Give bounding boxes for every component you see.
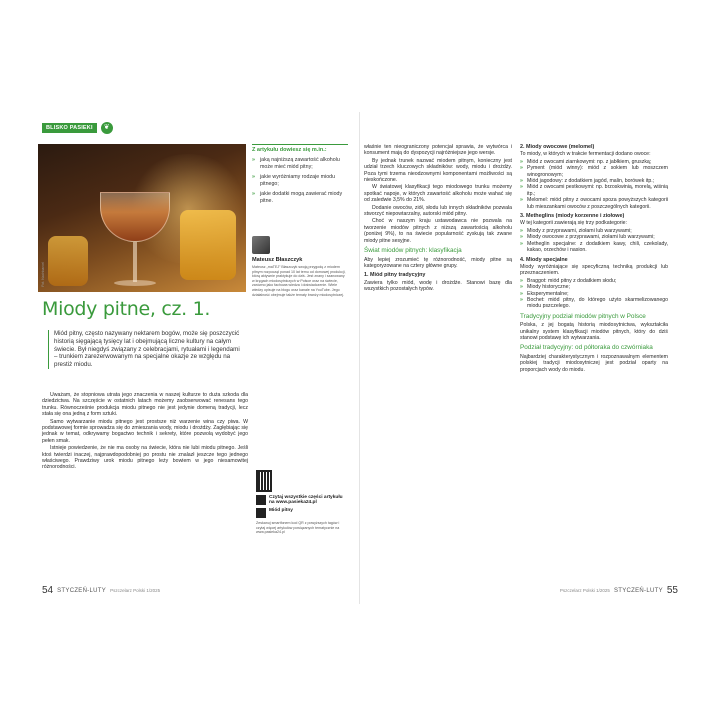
rubric-badge: BLISKO PASIEKI: [42, 123, 97, 133]
paragraph: Aby lepiej zrozumieć tę różnorodność, miody pitne są kategoryzowane na cztery główne grupy.: [364, 256, 512, 269]
list-item: » Melomel: miód pitny z owocami spoza powyższych kategorii lub mieszankami owoców z poszczególnych kategorii.: [520, 197, 668, 210]
mead-photo: [38, 144, 246, 292]
paragraph: Zawiera tylko miód, wodę i drożdże. Stanowi bazę dla wszystkich pozostałych typów.: [364, 279, 512, 293]
qr-description: Zeskanuj smartfonem kod QR z powyższych tagów i czytaj więcej artykułów powiązanych tematycznie na www.pasieka24.pl: [256, 521, 340, 535]
paragraph: Najbardziej charakterystycznym i rozpoznawalnym elementem polskiej tradycji miodosytniczej jest podział oparty na proporcjach wody do miodu.: [520, 353, 668, 373]
magazine-spread: [8, 112, 712, 604]
article-lead: Miód pitny, często nazywany nektarem bogów, może się poszczycić historią sięgającą tysięcy lat i obejmującą liczne kultury na całym świecie. Był niegdyś związany z celebracjami, rytuałami i legendami – trunkiem zarezerwowanym na specjalne okazje ze względu na prestiż miodu.: [48, 330, 244, 369]
paragraph: By jednak trunek nazwać miodem pitnym, konieczny jest udział trzech kluczowych składników: wody, miodu i drożdży. Poza tymi trzema nieodzownymi komponentami możliwości są nieskończone.: [364, 157, 512, 184]
page-number: 55: [666, 585, 678, 596]
list-item: » Miód z owocami pestkowymi: np. brzoskwinią, morelą, wiśnią itp.;: [520, 184, 668, 197]
brand-label: Pszczelarz Polski 1/2025: [110, 588, 161, 593]
list-item: » Miody historyczne;: [520, 284, 668, 290]
takeaway-item: » jakie dodatki mogą zawierać miody pitne.: [252, 191, 348, 204]
list-item: » Miód jagodowy: z dodatkiem jagód, malin, borówek itp.;: [520, 178, 668, 184]
list-item: » Miody z przyprawami, ziołami lub warzywami;: [520, 228, 668, 234]
category-heading: 1. Miód pitny tradycyjny: [364, 272, 426, 279]
paragraph: W tej kategorii zawierają się trzy podkategorie:: [520, 220, 627, 227]
qr-code-icon[interactable]: [256, 470, 272, 492]
list-item: » Pyment (miód winny): miód z sokiem lub moszczem winogronowym;: [520, 165, 668, 178]
subheading: Tradycyjny podział miodów pitnych w Polsce: [520, 312, 646, 320]
author-bio: Mateusz „maTEJ” Błaszczyk swoją przygodę z miodem pitnym rozpoczął ponad 10 lat temu od domowej produkcji, którą aktywnie praktykuje do dziś. Jest znany i szanowany w kręgach miodosytniczych w Polsce oraz na świecie, zarówno jako fachowa wiedza i doświadczenie. Wiele wiedzy opisuje na blogu oraz kanale na YouTube. Jego działalność obejmuje także tematy branży miodosytniczej.: [252, 265, 346, 297]
qr-small-icon: [256, 495, 266, 505]
list-item: » Bochet: miód pitny, do którego użyto skarmelizowanego miodu pszczelego.: [520, 297, 668, 310]
list-item: » Metheglin specjalne: z dodatkiem kawy, chili, czekolady, kakao, orzechów i nasion.: [520, 241, 668, 254]
list-item: » Eksperymentalne;: [520, 291, 668, 297]
article-title: Miody pitne, cz. 1.: [42, 298, 211, 320]
rubric: [42, 122, 113, 134]
paragraph: Polska, z jej bogatą historią miodosytnictwa, wykształciła unikalny system klasyfikacji miodów pitnych, który do dziś stanowi podstawę ich wytwarzania.: [520, 322, 668, 341]
photo-credit: Fot. Nachbarcel: [41, 262, 45, 287]
paragraph: Istnieje powiedzenie, że nie ma osoby na świecie, która nie lubi miodu pitnego. Jeśli ktoś twierdzi inaczej, najprawdopodobniej po prostu nie znalazł jeszcze tego jednego właściwego. Prawdziwy urok miodu pitnego leży bowiem w jego niesamowitej różnorodności.: [42, 445, 248, 471]
takeaways-heading: Z artykułu dowiesz się m.in.:: [252, 144, 348, 153]
paragraph: Choć w naszym kraju ustawodawca nie pozwala na tworzenie miodów pitnych z niższą zawartością alkoholu (poniżej 9%), to na świecie popularność zyskują tak zwane miody pitne sesyjne.: [364, 218, 512, 244]
paragraph: Miody wyróżniające się specyficzną techniką produkcji lub przeznaczeniem.: [520, 263, 668, 277]
page-number: 54: [42, 585, 54, 596]
qr-label: Czytaj wszystkie części artykułu na www.pasieka24.pl: [269, 495, 343, 505]
paragraph: Samo wytwarzanie miodu pitnego jest prostsze niż warzenie wina czy piwa. W podstawowej formie sprowadza się do zmieszania wody, miodu i drożdży. Zagłębiając się jednak w temat, odkrywamy bogactwo technik i sekrety, które pozwolą wydobyć jego pełen smak.: [42, 418, 248, 444]
list-item: » Braggot: miód pitny z dodatkiem słodu;: [520, 278, 668, 284]
paragraph: właśnie ten nieograniczony potencjał sprawia, że wytwórca i konsument mają do dyspozycji najróżniejsze jego wersje.: [364, 144, 512, 157]
category-heading: 2. Miody owocowe (melomel): [520, 144, 595, 150]
right-page: [360, 112, 712, 604]
category-heading: 4. Miody specjalne: [520, 256, 568, 263]
avatar: [252, 236, 270, 254]
tag-icon: [256, 508, 266, 518]
list-item: » Miody owocowe z przyprawami, ziołami lub warzywami;: [520, 234, 668, 240]
subheading: Świat miodów pitnych: klasyfikacja: [364, 247, 462, 255]
author-name: Mateusz Błaszczyk: [252, 257, 303, 263]
takeaway-item: » jakie wyróżniamy rodzaje miodu pitnego;: [252, 174, 348, 187]
left-body-text: [42, 392, 248, 472]
issue-label: STYCZEŃ-LUTY: [57, 587, 107, 594]
issue-label: STYCZEŃ-LUTY: [613, 587, 663, 594]
paragraph: W światowej klasyfikacji tego miodowego trunku możemy spotkać napoje, w których zawartość alkoholu może wahać się od zaledwie 3,5% do 21%.: [364, 184, 512, 204]
right-column-1: [364, 144, 512, 294]
right-footer: [560, 585, 678, 596]
category-heading: 3. Metheglins (miody korzenne i ziołowe): [520, 213, 625, 220]
leaf-icon: ❦: [101, 122, 113, 134]
subheading: Podział tradycyjny: od półtoraka do czwórniaka: [520, 344, 653, 352]
brand-label: Pszczelarz Polski 1/2025: [559, 588, 610, 593]
left-page: [8, 112, 360, 604]
article-takeaways: [252, 144, 348, 209]
right-column-2: [520, 144, 668, 374]
paragraph: Dodanie owoców, ziół, słodu lub innych składników pozwala stworzyć niepowtarzalny, autorski miód pitny.: [364, 204, 512, 218]
takeaway-item: » jaką najniższą zawartość alkoholu może mieć miód pitny;: [252, 157, 348, 170]
qr-tag-label: Miód pitny: [269, 508, 293, 513]
left-footer: [42, 585, 160, 596]
qr-box: [256, 470, 348, 535]
list-item: » Miód z owocami ziarnkowymi: np. z jabłkiem, gruszką;: [520, 159, 668, 165]
paragraph: Uważam, że stopniowa utrata jego znaczenia w naszej kulturze to duża szkoda dla dziedzictwa. Na szczęście w ostatnich latach możemy zaobserwować renesans tego trunku. Równocześnie produkcja miodu pitnego nie jest jedynie domeną tradycji, lecz stała się ona jedną z form sztuki.: [42, 392, 248, 418]
author-box: [252, 236, 348, 297]
paragraph: To miody, w których w trakcie fermentacji dodano owoce:: [520, 151, 651, 158]
